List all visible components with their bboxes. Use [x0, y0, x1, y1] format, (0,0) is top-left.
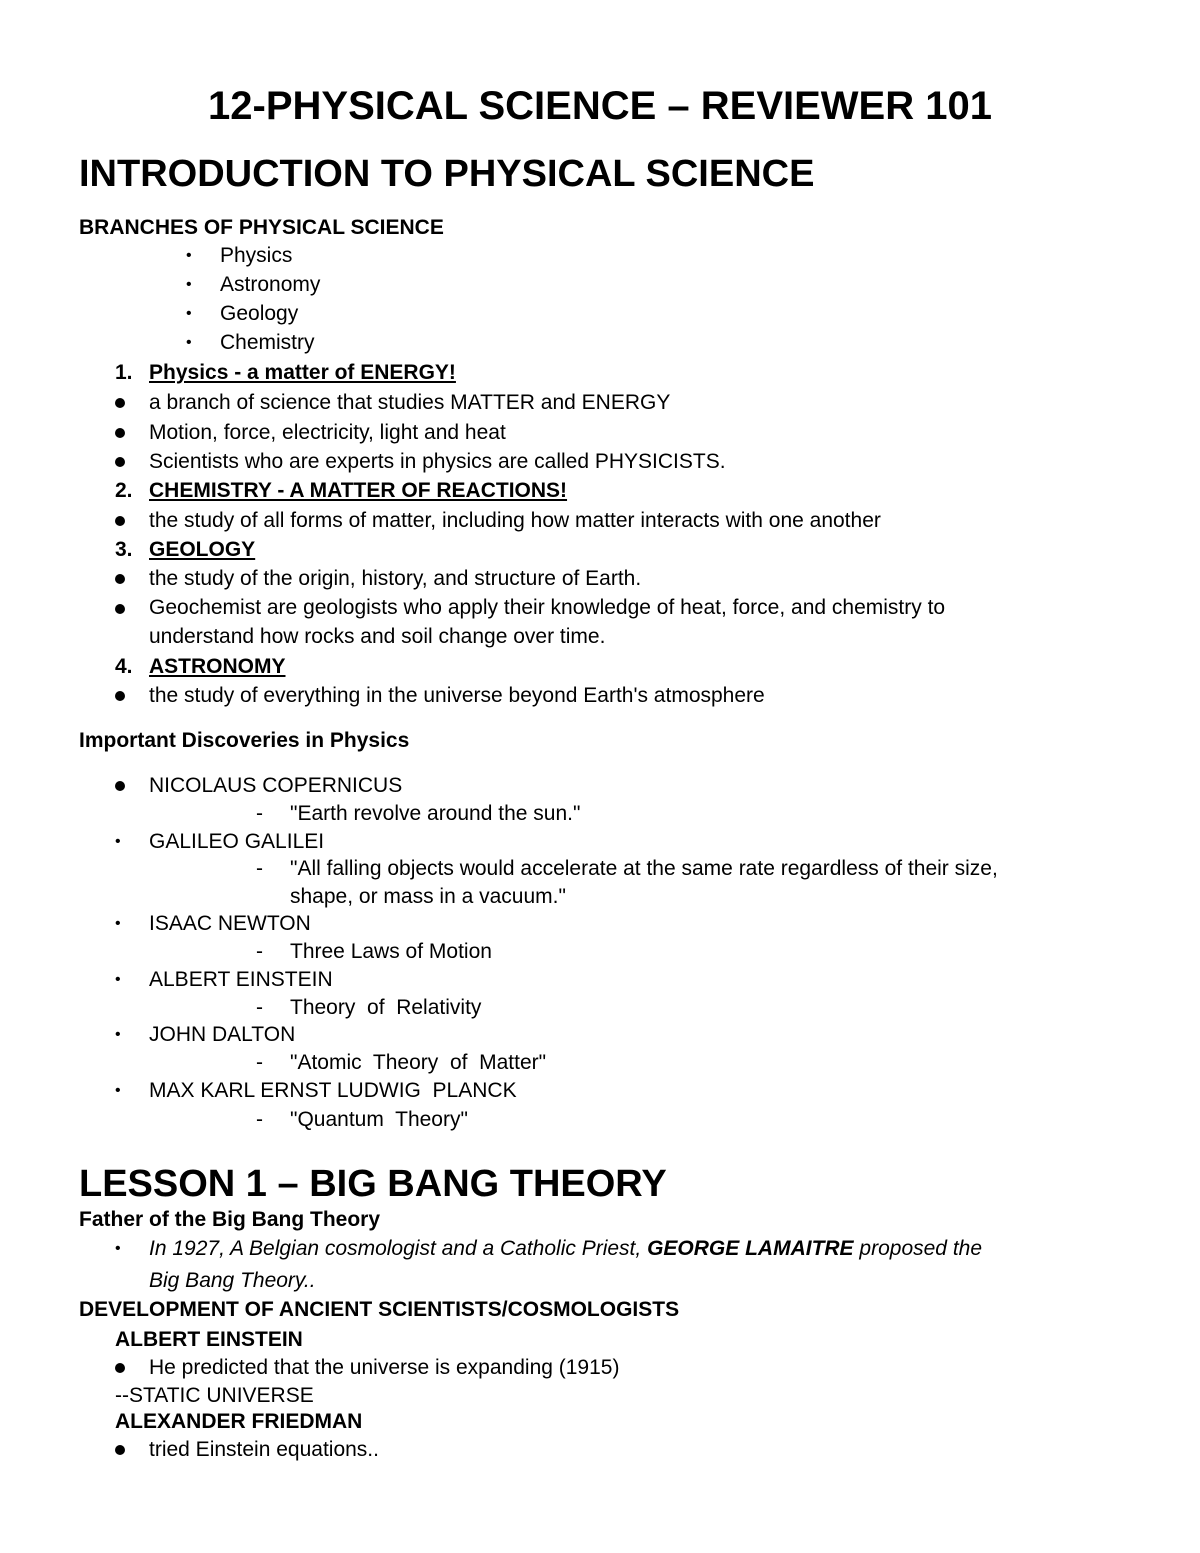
discovery-desc: Theory of Relativity — [290, 996, 482, 1019]
scientist-name: ALBERT EINSTEIN — [149, 968, 333, 991]
bullet-icon — [115, 516, 125, 526]
dash-marker: - — [256, 857, 263, 880]
discoveries-heading: Important Discoveries in Physics — [79, 729, 410, 752]
section-title: ASTRONOMY — [149, 655, 286, 678]
small-bullet-icon: • — [115, 971, 121, 988]
father-text-pre: In 1927, A Belgian cosmologist and a Catholic Priest, — [149, 1237, 648, 1260]
section-title: CHEMISTRY - A MATTER OF REACTIONS! — [149, 479, 568, 502]
discovery-desc: Three Laws of Motion — [290, 940, 492, 963]
static-universe-note: --STATIC UNIVERSE — [115, 1384, 314, 1407]
small-bullet-icon: • — [186, 334, 192, 351]
bullet-icon — [115, 574, 125, 584]
section-number: 1. — [115, 361, 133, 384]
father-line-1 — [149, 1235, 982, 1263]
einstein-heading: ALBERT EINSTEIN — [115, 1328, 303, 1351]
scientist-name: JOHN DALTON — [149, 1023, 296, 1046]
dash-marker: - — [256, 1051, 263, 1074]
development-heading: DEVELOPMENT OF ANCIENT SCIENTISTS/COSMOLOGISTS — [79, 1298, 680, 1321]
dash-marker: - — [256, 996, 263, 1019]
father-text-post: proposed the — [853, 1237, 983, 1260]
section-point: the study of everything in the universe beyond Earth's atmosphere — [149, 684, 765, 707]
discovery-desc: "Earth revolve around the sun." — [290, 802, 581, 825]
bullet-icon — [115, 691, 125, 701]
discovery-desc: "All falling objects would accelerate at the same rate regardless of their size, — [290, 857, 998, 880]
small-bullet-icon: • — [115, 1082, 121, 1099]
section-number: 3. — [115, 538, 133, 561]
small-bullet-icon: • — [115, 915, 121, 932]
friedman-point: tried Einstein equations.. — [149, 1438, 379, 1461]
bullet-icon — [115, 398, 125, 408]
bullet-icon — [115, 457, 125, 467]
section-point: the study of all forms of matter, including how matter interacts with one another — [149, 509, 881, 532]
section-point: Scientists who are experts in physics are called PHYSICISTS. — [149, 450, 726, 473]
discovery-desc-continuation: shape, or mass in a vacuum." — [290, 885, 566, 908]
section-point: Geochemist are geologists who apply their knowledge of heat, force, and chemistry to — [149, 596, 946, 619]
branch-item: Geology — [220, 302, 299, 325]
dash-marker: - — [256, 940, 263, 963]
bullet-icon — [115, 781, 125, 791]
dash-marker: - — [256, 1108, 263, 1131]
section-number: 4. — [115, 655, 133, 678]
section-title: GEOLOGY — [149, 538, 256, 561]
branches-heading: BRANCHES OF PHYSICAL SCIENCE — [79, 216, 444, 239]
section-point-continuation: understand how rocks and soil change over time. — [149, 625, 606, 648]
discovery-desc: "Atomic Theory of Matter" — [290, 1051, 547, 1074]
section-title: Physics - a matter of ENERGY! — [149, 361, 456, 384]
scientist-name: NICOLAUS COPERNICUS — [149, 774, 403, 797]
branch-item: Physics — [220, 244, 293, 267]
dash-marker: - — [256, 802, 263, 825]
lesson1-heading: LESSON 1 – BIG BANG THEORY — [79, 1163, 667, 1205]
small-bullet-icon: • — [115, 833, 121, 850]
scientist-name: ISAAC NEWTON — [149, 912, 311, 935]
discovery-desc: "Quantum Theory" — [290, 1108, 468, 1131]
father-name: GEORGE LAMAITRE — [647, 1237, 854, 1260]
small-bullet-icon: • — [115, 1026, 121, 1043]
document-title: 12-PHYSICAL SCIENCE – REVIEWER 101 — [208, 84, 992, 128]
bullet-icon — [115, 604, 125, 614]
small-bullet-icon: • — [115, 1240, 121, 1257]
intro-heading: INTRODUCTION TO PHYSICAL SCIENCE — [79, 153, 815, 195]
father-line-2: Big Bang Theory.. — [149, 1269, 316, 1292]
small-bullet-icon: • — [186, 305, 192, 322]
small-bullet-icon: • — [186, 247, 192, 264]
section-point: Motion, force, electricity, light and heat — [149, 421, 506, 444]
scientist-name: GALILEO GALILEI — [149, 830, 325, 853]
bullet-icon — [115, 428, 125, 438]
section-number: 2. — [115, 479, 133, 502]
branch-item: Chemistry — [220, 331, 315, 354]
section-point: a branch of science that studies MATTER and ENERGY — [149, 391, 671, 414]
small-bullet-icon: • — [186, 276, 192, 293]
father-heading: Father of the Big Bang Theory — [79, 1208, 381, 1231]
scientist-name: MAX KARL ERNST LUDWIG PLANCK — [149, 1079, 517, 1102]
bullet-icon — [115, 1445, 125, 1455]
bullet-icon — [115, 1363, 125, 1373]
section-point: the study of the origin, history, and structure of Earth. — [149, 567, 642, 590]
einstein-point: He predicted that the universe is expanding (1915) — [149, 1356, 620, 1379]
friedman-heading: ALEXANDER FRIEDMAN — [115, 1410, 363, 1433]
branch-item: Astronomy — [220, 273, 321, 296]
